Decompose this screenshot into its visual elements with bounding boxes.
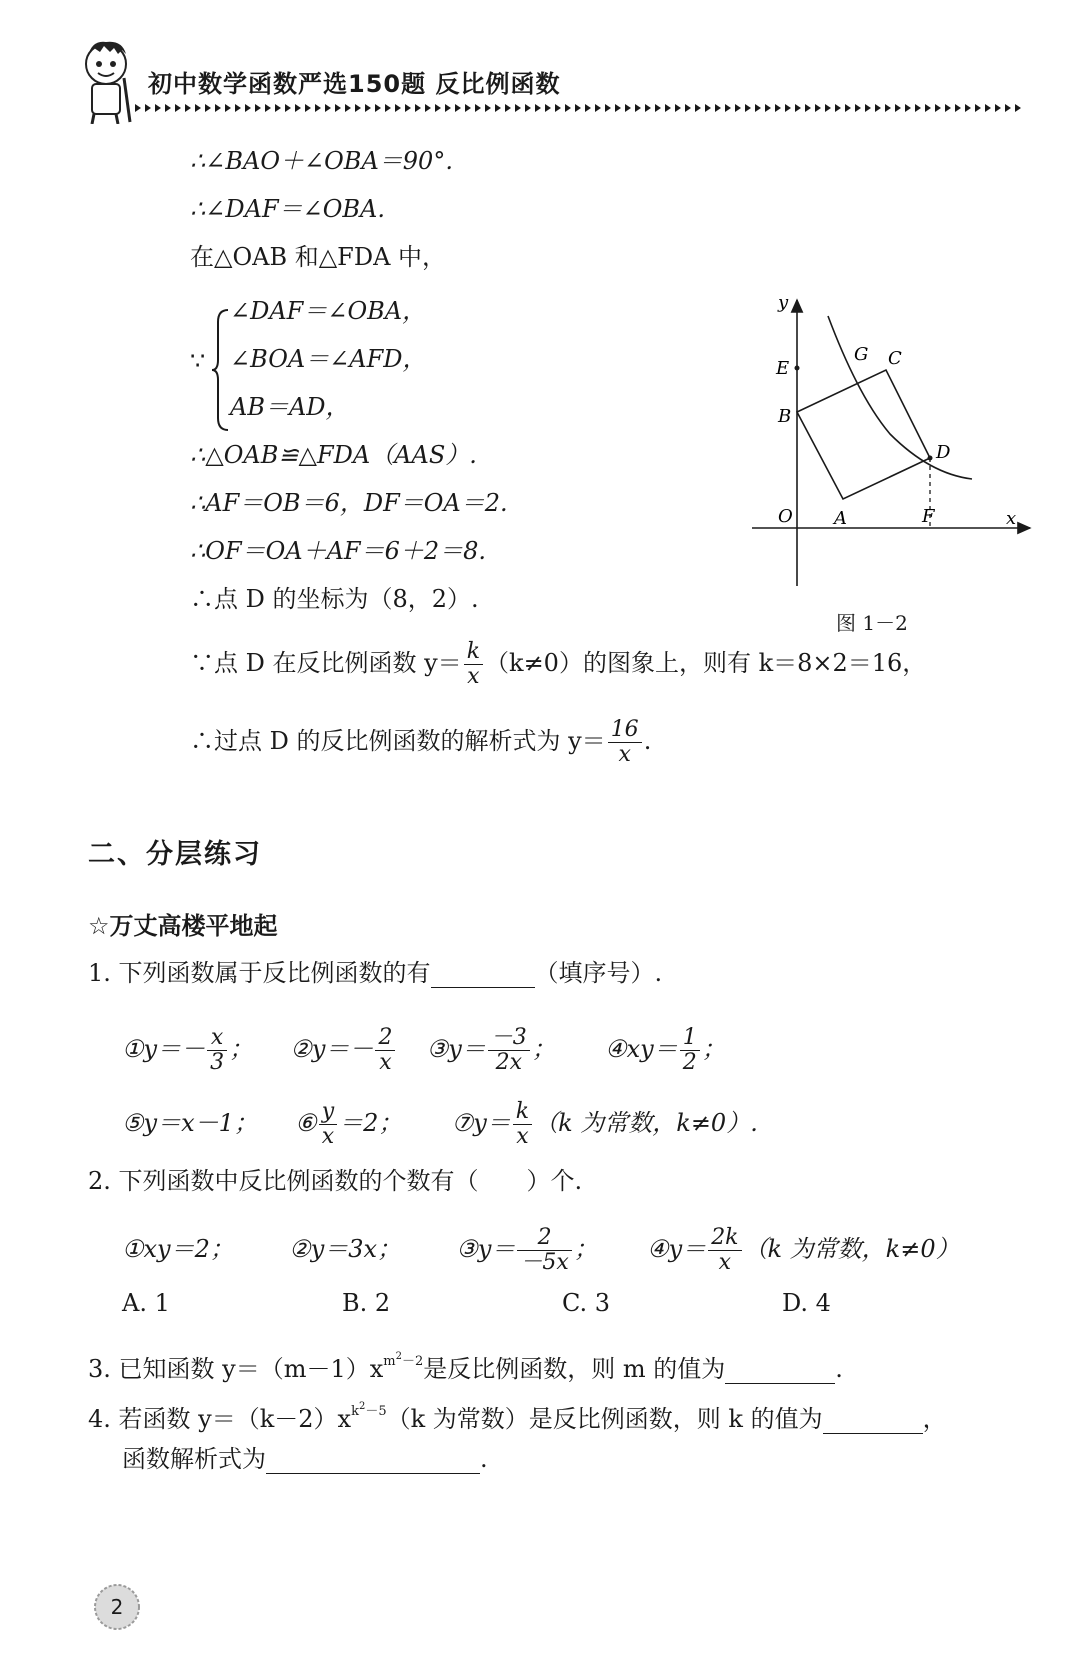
- header-arrow-rule: [135, 103, 1030, 113]
- arrow-mark: [885, 104, 891, 112]
- q2-option-1: ①xy＝2；: [122, 1235, 234, 1263]
- arrow-mark: [545, 104, 551, 112]
- arrow-mark: [1005, 104, 1011, 112]
- fraction-numerator: k: [513, 1100, 532, 1125]
- q3-exponent-power: 2: [395, 1351, 402, 1362]
- label-y: y: [778, 296, 789, 313]
- fraction-numerator: 2k: [708, 1226, 741, 1251]
- arrow-mark: [665, 104, 671, 112]
- arrow-mark: [515, 104, 521, 112]
- q3-text-b: 是反比例函数，则 m 的值为: [423, 1355, 726, 1383]
- q2-choice-d[interactable]: D. 4: [782, 1289, 831, 1317]
- arrow-mark: [245, 104, 251, 112]
- arrow-mark: [625, 104, 631, 112]
- arrow-mark: [785, 104, 791, 112]
- square-abcd: [797, 370, 930, 499]
- label-c: C: [888, 348, 902, 369]
- arrow-mark: [135, 104, 141, 112]
- arrow-mark: [615, 104, 621, 112]
- q2-option-3: ③y＝: [456, 1235, 516, 1263]
- arrow-mark: [275, 104, 281, 112]
- q4-end: .: [480, 1445, 488, 1473]
- q4-text-c: ，: [922, 1405, 947, 1433]
- arrow-mark: [495, 104, 501, 112]
- fraction-numerator: x: [207, 1026, 227, 1051]
- arrow-mark: [735, 104, 741, 112]
- arrow-mark: [715, 104, 721, 112]
- q1-option-6-fraction: [319, 1100, 337, 1149]
- q1-option-7-tail: （k 为常数，k≠0）.: [534, 1109, 758, 1137]
- label-d: D: [936, 442, 951, 463]
- q4-line2-text: 函数解析式为: [122, 1445, 266, 1473]
- line8-text-b: （k≠0）的图象上，则有 k＝8×2＝16，: [485, 649, 927, 677]
- arrow-mark: [635, 104, 641, 112]
- q4-answer-blank-expression[interactable]: [266, 1447, 480, 1474]
- q1-option-1-tail: ；: [229, 1035, 254, 1063]
- arrow-mark: [295, 104, 301, 112]
- q3-text-a: 3. 已知函数 y＝（m－1）x: [88, 1355, 384, 1383]
- arrow-mark: [345, 104, 351, 112]
- arrow-mark: [155, 104, 161, 112]
- arrow-mark: [975, 104, 981, 112]
- fraction-numerator: 2: [375, 1026, 395, 1051]
- q1-option-6: ⑥: [295, 1109, 317, 1137]
- arrow-mark: [385, 104, 391, 112]
- fraction-denominator: x: [379, 1050, 392, 1075]
- q2-stem: 2. 下列函数中反比例函数的个数有（ ）个.: [88, 1167, 583, 1195]
- arrow-mark: [685, 104, 691, 112]
- q3-answer-blank[interactable]: [725, 1357, 835, 1384]
- arrow-mark: [435, 104, 441, 112]
- arrow-mark: [185, 104, 191, 112]
- q2-option-4: ④y＝: [647, 1235, 707, 1263]
- section-title: 二、分层练习: [88, 839, 262, 870]
- fraction-numerator: 1: [680, 1026, 700, 1051]
- arrow-mark: [845, 104, 851, 112]
- q3-text-c: .: [835, 1355, 843, 1383]
- arrow-mark: [575, 104, 581, 112]
- arrow-mark: [695, 104, 701, 112]
- arrow-mark: [165, 104, 171, 112]
- solution-line-5: ∴AF＝OB＝6，DF＝OA＝2.: [190, 489, 508, 517]
- q1-option-6-tail: ＝2；: [339, 1109, 403, 1137]
- arrow-mark: [995, 104, 1001, 112]
- arrow-mark: [875, 104, 881, 112]
- q2-option-4-fraction: [708, 1226, 741, 1275]
- point-e: [795, 366, 800, 371]
- q2-option-3-tail: ；: [573, 1235, 598, 1263]
- arrow-mark: [985, 104, 991, 112]
- arrow-mark: [315, 104, 321, 112]
- arrow-mark: [325, 104, 331, 112]
- q4-stem: [88, 1392, 947, 1434]
- arrow-mark: [215, 104, 221, 112]
- q3-exponent: m: [383, 1354, 396, 1369]
- arrow-mark: [865, 104, 871, 112]
- arrow-mark: [585, 104, 591, 112]
- fraction-denominator: x: [718, 1250, 732, 1275]
- arrow-mark: [205, 104, 211, 112]
- q1-option-7-fraction: [513, 1100, 532, 1149]
- arrow-mark: [535, 104, 541, 112]
- q1-option-5: ⑤y＝x－1；: [122, 1109, 258, 1137]
- header-title: 初中数学函数严选150题 反比例函数: [148, 70, 561, 98]
- q4-answer-blank-k[interactable]: [823, 1407, 923, 1434]
- arrow-mark: [175, 104, 181, 112]
- arrow-mark: [395, 104, 401, 112]
- arrow-mark: [1015, 104, 1021, 112]
- arrow-mark: [745, 104, 751, 112]
- arrow-mark: [775, 104, 781, 112]
- arrow-mark: [915, 104, 921, 112]
- q4-exponent: k: [351, 1404, 359, 1419]
- q2-option-3-fraction: [517, 1226, 571, 1275]
- arrow-mark: [955, 104, 961, 112]
- arrow-mark: [465, 104, 471, 112]
- fraction-16-over-x: [608, 718, 642, 767]
- arrow-mark: [455, 104, 461, 112]
- page-number-badge-icon: [92, 1582, 142, 1632]
- arrow-mark: [555, 104, 561, 112]
- arrow-mark: [705, 104, 711, 112]
- point-d: [928, 456, 933, 461]
- solution-line-4: ∴△OAB≌△FDA（AAS）.: [190, 441, 477, 469]
- arrow-mark: [595, 104, 601, 112]
- arrow-mark: [195, 104, 201, 112]
- solution-line-7: ∴点 D 的坐标为（8，2）.: [190, 585, 479, 613]
- arrow-mark: [655, 104, 661, 112]
- arrow-mark: [225, 104, 231, 112]
- q1-option-4-tail: ；: [701, 1035, 726, 1063]
- label-f: F: [922, 506, 935, 527]
- q1-option-1: ①y＝－: [122, 1035, 206, 1063]
- fraction-numerator: 2: [517, 1226, 571, 1251]
- arrow-mark: [725, 104, 731, 112]
- solution-line-6: ∴OF＝OA＋AF＝6＋2＝8.: [190, 537, 487, 565]
- fraction-numerator: －3: [488, 1026, 530, 1051]
- figure-caption: 图 1－2: [836, 611, 908, 635]
- arrow-mark: [505, 104, 511, 112]
- q1-option-3-tail: ；: [531, 1035, 556, 1063]
- label-b: B: [778, 406, 792, 427]
- q2-options-row: [122, 1226, 960, 1275]
- page-number: 2: [110, 1595, 124, 1619]
- arrow-mark: [765, 104, 771, 112]
- fraction-denominator: 2: [682, 1050, 697, 1075]
- arrow-mark: [565, 104, 571, 112]
- arrow-mark: [365, 104, 371, 112]
- arrow-mark: [825, 104, 831, 112]
- solution-line-2: ∴∠DAF＝∠OBA.: [190, 195, 385, 223]
- arrow-mark: [935, 104, 941, 112]
- since-symbol: ∵: [190, 347, 206, 375]
- arrow-mark: [285, 104, 291, 112]
- q1-stem-tail: （填序号）.: [534, 959, 663, 987]
- arrow-mark: [855, 104, 861, 112]
- q1-option-1-fraction: [207, 1026, 227, 1075]
- label-a: A: [834, 508, 847, 529]
- q1-option-3-fraction: [488, 1026, 530, 1075]
- fraction-denominator: 3: [210, 1050, 225, 1075]
- q4-text-a: 4. 若函数 y＝（k－2）x: [88, 1405, 352, 1433]
- arrow-mark: [755, 104, 761, 112]
- fraction-denominator: x: [618, 742, 631, 767]
- q1-option-3: ③y＝: [426, 1035, 486, 1063]
- mascot-icon: [78, 38, 136, 124]
- fraction-numerator: y: [319, 1100, 337, 1125]
- arrow-mark: [475, 104, 481, 112]
- label-g: G: [854, 344, 869, 365]
- q1-option-4: ④xy＝: [605, 1035, 678, 1063]
- arrow-mark: [795, 104, 801, 112]
- arrow-mark: [405, 104, 411, 112]
- q2-choice-b[interactable]: B. 2: [342, 1289, 391, 1317]
- section-subtitle: ☆万丈高楼平地起: [88, 912, 278, 940]
- arrow-mark: [425, 104, 431, 112]
- system-brace: [212, 308, 232, 432]
- arrow-mark: [835, 104, 841, 112]
- q3-stem: [88, 1342, 843, 1384]
- q4-exponent-tail: －5: [365, 1404, 387, 1419]
- label-e: E: [776, 358, 790, 379]
- fraction-denominator: x: [321, 1124, 335, 1149]
- arrow-mark: [445, 104, 451, 112]
- arrow-mark: [265, 104, 271, 112]
- solution-line-1: ∴∠BAO＋∠OBA＝90°.: [190, 147, 453, 175]
- arrow-mark: [895, 104, 901, 112]
- arrow-mark: [965, 104, 971, 112]
- q1-answer-blank[interactable]: [431, 961, 535, 988]
- q2-option-4-tail: （k 为常数，k≠0）: [743, 1235, 960, 1263]
- arrow-mark: [255, 104, 261, 112]
- q4-text-b: （k 为常数）是反比例函数，则 k 的值为: [386, 1405, 823, 1433]
- line9-text-a: ∴过点 D 的反比例函数的解析式为 y＝: [190, 727, 606, 755]
- q1-stem: [88, 958, 662, 988]
- q1-option-2: ②y＝－: [290, 1035, 374, 1063]
- q1-option-7: ⑦y＝: [451, 1109, 511, 1137]
- arrow-mark: [905, 104, 911, 112]
- arrow-mark: [485, 104, 491, 112]
- q2-choice-c[interactable]: C. 3: [562, 1289, 611, 1317]
- q3-exponent-tail: －2: [401, 1354, 424, 1369]
- arrow-mark: [145, 104, 151, 112]
- system-eq-1: ∠DAF＝∠OBA，: [230, 297, 427, 325]
- arrow-mark: [945, 104, 951, 112]
- q1-option-4-fraction: [680, 1026, 700, 1075]
- arrow-mark: [925, 104, 931, 112]
- arrow-mark: [375, 104, 381, 112]
- arrow-mark: [815, 104, 821, 112]
- q2-choice-a[interactable]: A. 1: [122, 1289, 170, 1317]
- arrow-mark: [675, 104, 681, 112]
- fraction-denominator: －5x: [520, 1250, 569, 1275]
- q1-options-row-1: [122, 1026, 726, 1075]
- q4-exponent-power: 2: [358, 1401, 366, 1412]
- q4-line-2: [122, 1444, 488, 1474]
- arrow-mark: [235, 104, 241, 112]
- arrow-mark: [355, 104, 361, 112]
- system-eq-3: AB＝AD，: [230, 393, 350, 421]
- arrow-mark: [305, 104, 311, 112]
- q1-stem-text: 1. 下列函数属于反比例函数的有: [88, 959, 431, 987]
- line8-text-a: ∵点 D 在反比例函数 y＝: [190, 649, 462, 677]
- q2-option-2: ②y＝3x；: [289, 1235, 402, 1263]
- arrow-mark: [645, 104, 651, 112]
- solution-line-3: 在△OAB 和△FDA 中，: [190, 243, 447, 271]
- arrow-mark: [415, 104, 421, 112]
- arrow-mark: [525, 104, 531, 112]
- line9-text-b: .: [643, 727, 652, 755]
- label-x: x: [1006, 508, 1017, 529]
- fraction-denominator: 2x: [495, 1050, 522, 1075]
- system-eq-2: ∠BOA＝∠AFD，: [230, 345, 427, 373]
- q1-options-row-2: [122, 1100, 758, 1149]
- arrow-mark: [335, 104, 341, 112]
- q1-option-2-fraction: [375, 1026, 395, 1075]
- arrow-mark: [605, 104, 611, 112]
- fraction-numerator: k: [464, 640, 483, 665]
- arrow-mark: [805, 104, 811, 112]
- solution-line-9: [190, 718, 651, 767]
- fraction-denominator: x: [516, 1124, 529, 1149]
- fraction-numerator: 16: [608, 718, 642, 743]
- fraction-k-over-x: [464, 640, 483, 689]
- solution-line-8: [190, 640, 926, 689]
- figure-1-2: [740, 296, 1040, 616]
- fraction-denominator: x: [467, 664, 480, 689]
- label-o: O: [778, 506, 793, 527]
